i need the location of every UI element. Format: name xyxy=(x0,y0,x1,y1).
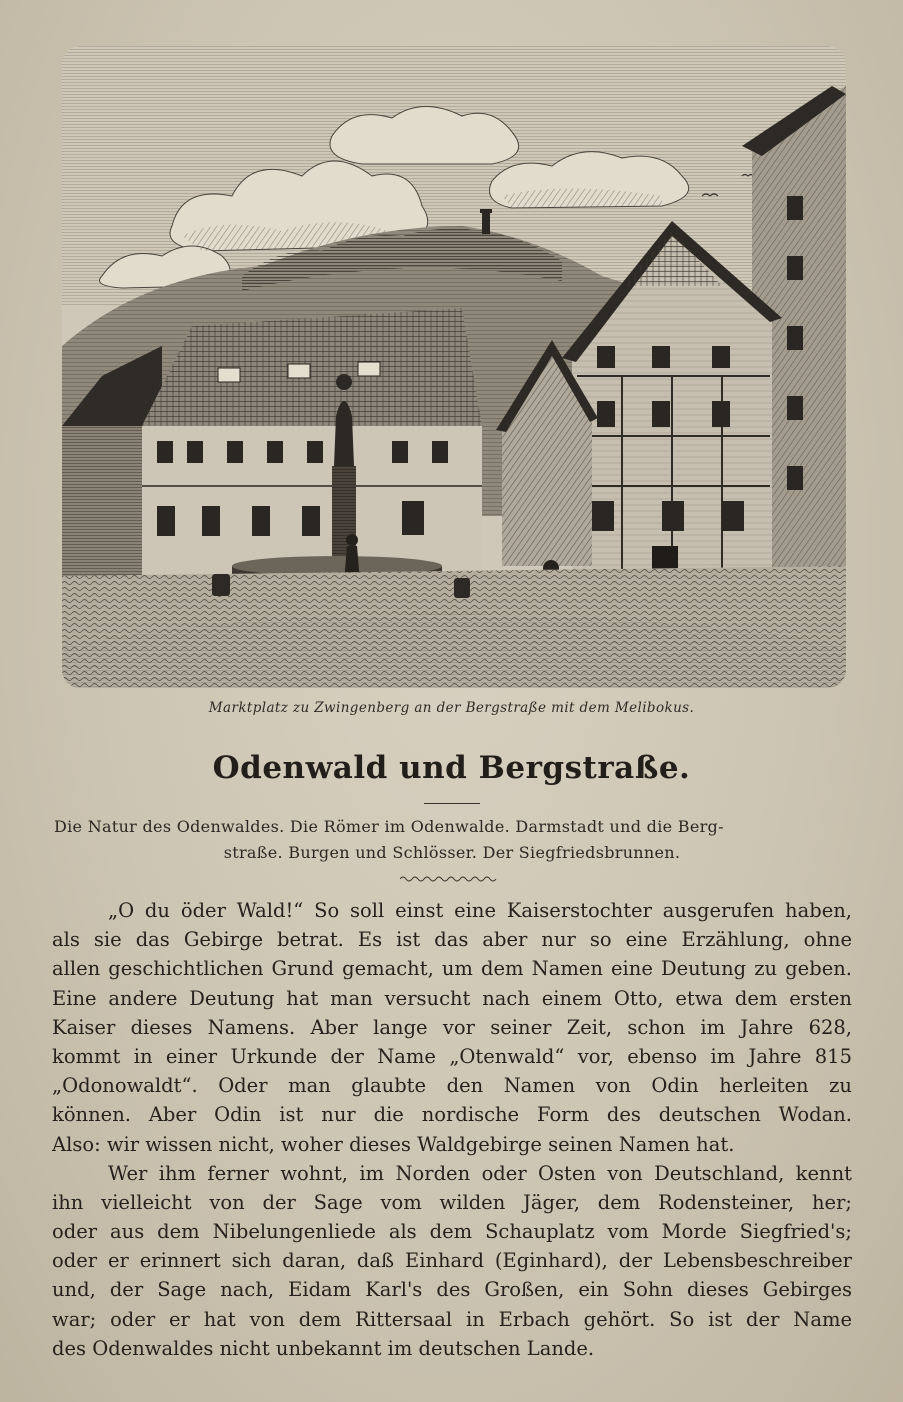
body-line: des Odenwaldes nicht unbekannt im deutschen Lande. xyxy=(52,1336,595,1360)
body-line: und, der Sage nach, Eidam Karl's des Großen, ein Sohn dieses Gebirges xyxy=(52,1278,852,1302)
body-text xyxy=(52,896,852,1363)
body-line: als sie das Gebirge betrat. Es ist das aber nur so eine Erzählung, ohne xyxy=(52,928,852,952)
body-line: Kaiser dieses Namens. Aber lange vor seiner Zeit, schon im Jahre 628, xyxy=(52,1015,852,1039)
summary-line: Die Natur des Odenwaldes. Die Römer im Odenwalde. Darmstadt und die Berg- xyxy=(54,817,724,836)
body-line: ihn vielleicht von der Sage vom wilden Jäger, dem Rodensteiner, her; xyxy=(52,1190,852,1214)
wave-ornament xyxy=(400,874,500,884)
body-line: Wer ihm ferner wohnt, im Norden oder Osten von Deutschland, kennt xyxy=(108,1161,852,1185)
body-line: „O du öder Wald!“ So soll einst eine Kaiserstochter ausgerufen haben, xyxy=(108,899,852,922)
body-line: oder er erinnert sich daran, daß Einhard (Eginhard), der Lebensbeschreiber xyxy=(52,1249,852,1273)
body-line: oder aus dem Nibelungenliede als dem Schauplatz vom Morde Siegfried's; xyxy=(52,1220,852,1244)
market-square-engraving xyxy=(62,46,846,688)
summary-line: straße. Burgen und Schlösser. Der Siegfriedsbrunnen. xyxy=(223,843,681,862)
body-line: war; oder er hat von dem Rittersaal in Erbach gehört. So ist der Name xyxy=(52,1307,852,1331)
title-rule xyxy=(424,803,480,804)
body-line: allen geschichtlichen Grund gemacht, um dem Namen eine Deutung zu geben. xyxy=(52,957,852,981)
chapter-summary xyxy=(54,814,850,866)
body-line: Also: wir wissen nicht, woher dieses Waldgebirge seinen Namen hat. xyxy=(52,1132,735,1156)
body-line: Eine andere Deutung hat man versucht nach einem Otto, etwa dem ersten xyxy=(52,986,852,1010)
illustration-caption: Marktplatz zu Zwingenberg an der Bergstraße mit dem Melibokus. xyxy=(208,700,695,716)
chapter-title: Odenwald und Bergstraße. xyxy=(212,750,691,786)
body-line: kommt in einer Urkunde der Name „Otenwald“ vor, ebenso im Jahre 815 xyxy=(52,1044,852,1068)
body-line: können. Aber Odin ist nur die nordische Form des deutschen Wodan. xyxy=(52,1103,852,1127)
body-line: „Odonowaldt“. Oder man glaubte den Namen von Odin herleiten zu xyxy=(52,1074,852,1098)
